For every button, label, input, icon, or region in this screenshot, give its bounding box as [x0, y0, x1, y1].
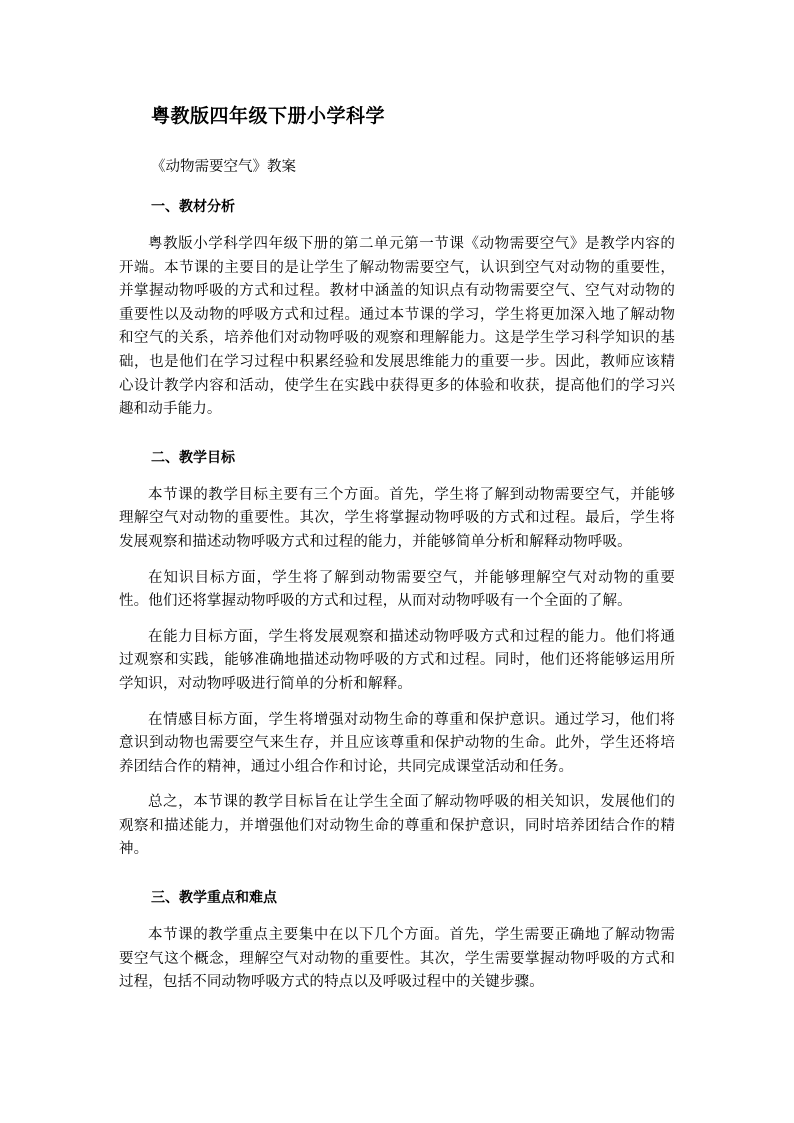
paragraph: 本节课的教学重点主要集中在以下几个方面。首先，学生需要正确地了解动物需要空气这个概念，理解空气对动物的重要性。其次，学生需要掌握动物呼吸的方式和过程，包括不同动物呼吸方式的特点以及呼吸过程中的关键步骤。	[119, 927, 675, 991]
document-content	[119, 103, 675, 995]
document-subtitle: 《动物需要空气》教案	[151, 159, 296, 175]
paragraph: 在能力目标方面，学生将发展观察和描述动物呼吸方式和过程的能力。他们将通过观察和实践，能够准确地描述动物呼吸的方式和过程。同时，他们还将能够运用所学知识，对动物呼吸进行简单的分析和解释。	[119, 628, 675, 692]
section-heading-key-points: 三、教学重点和难点	[151, 890, 277, 907]
document-title: 粤教版四年级下册小学科学	[151, 105, 386, 127]
paragraph: 总之，本节课的教学目标旨在让学生全面了解动物呼吸的相关知识，发展他们的观察和描述能力，并增强他们对动物生命的尊重和保护意识，同时培养团结合作的精神。	[119, 794, 675, 858]
section-heading-objectives: 二、教学目标	[151, 449, 235, 466]
paragraph: 在情感目标方面，学生将增强对动物生命的尊重和保护意识。通过学习，他们将意识到动物也需要空气来生存，并且应该尊重和保护动物的生命。此外，学生还将培养团结合作的精神，通过小组合作和讨论，共同完成课堂活动和任务。	[119, 711, 675, 775]
paragraph: 在知识目标方面，学生将了解到动物需要空气，并能够理解空气对动物的重要性。他们还将掌握动物呼吸的方式和过程，从而对动物呼吸有一个全面的了解。	[119, 569, 675, 610]
section-heading-analysis: 一、教材分析	[151, 199, 235, 215]
paragraph: 粤教版小学科学四年级下册的第二单元第一节课《动物需要空气》是教学内容的开端。本节课的主要目的是让学生了解动物需要空气，认识到空气对动物的重要性，并掌握动物呼吸的方式和过程。教材中涵盖的知识点有动物需要空气、空气对动物的重要性以及动物的呼吸方式和过程。通过本节课的学习，学生将更加深入地了解动物和空气的关系，培养他们对动物呼吸的观察和理解能力。这是学生学习科学知识的基础，也是他们在学习过程中积累经验和发展思维能力的重要一步。因此，教师应该精心设计教学内容和活动，使学生在实践中获得更多的体验和收获，提高他们的学习兴趣和动手能力。	[119, 236, 675, 418]
paragraph: 本节课的教学目标主要有三个方面。首先，学生将了解到动物需要空气，并能够理解空气对动物的重要性。其次，学生将掌握动物呼吸的方式和过程。最后，学生将发展观察和描述动物呼吸方式和过程的能力，并能够简单分析和解释动物呼吸。	[119, 486, 675, 550]
